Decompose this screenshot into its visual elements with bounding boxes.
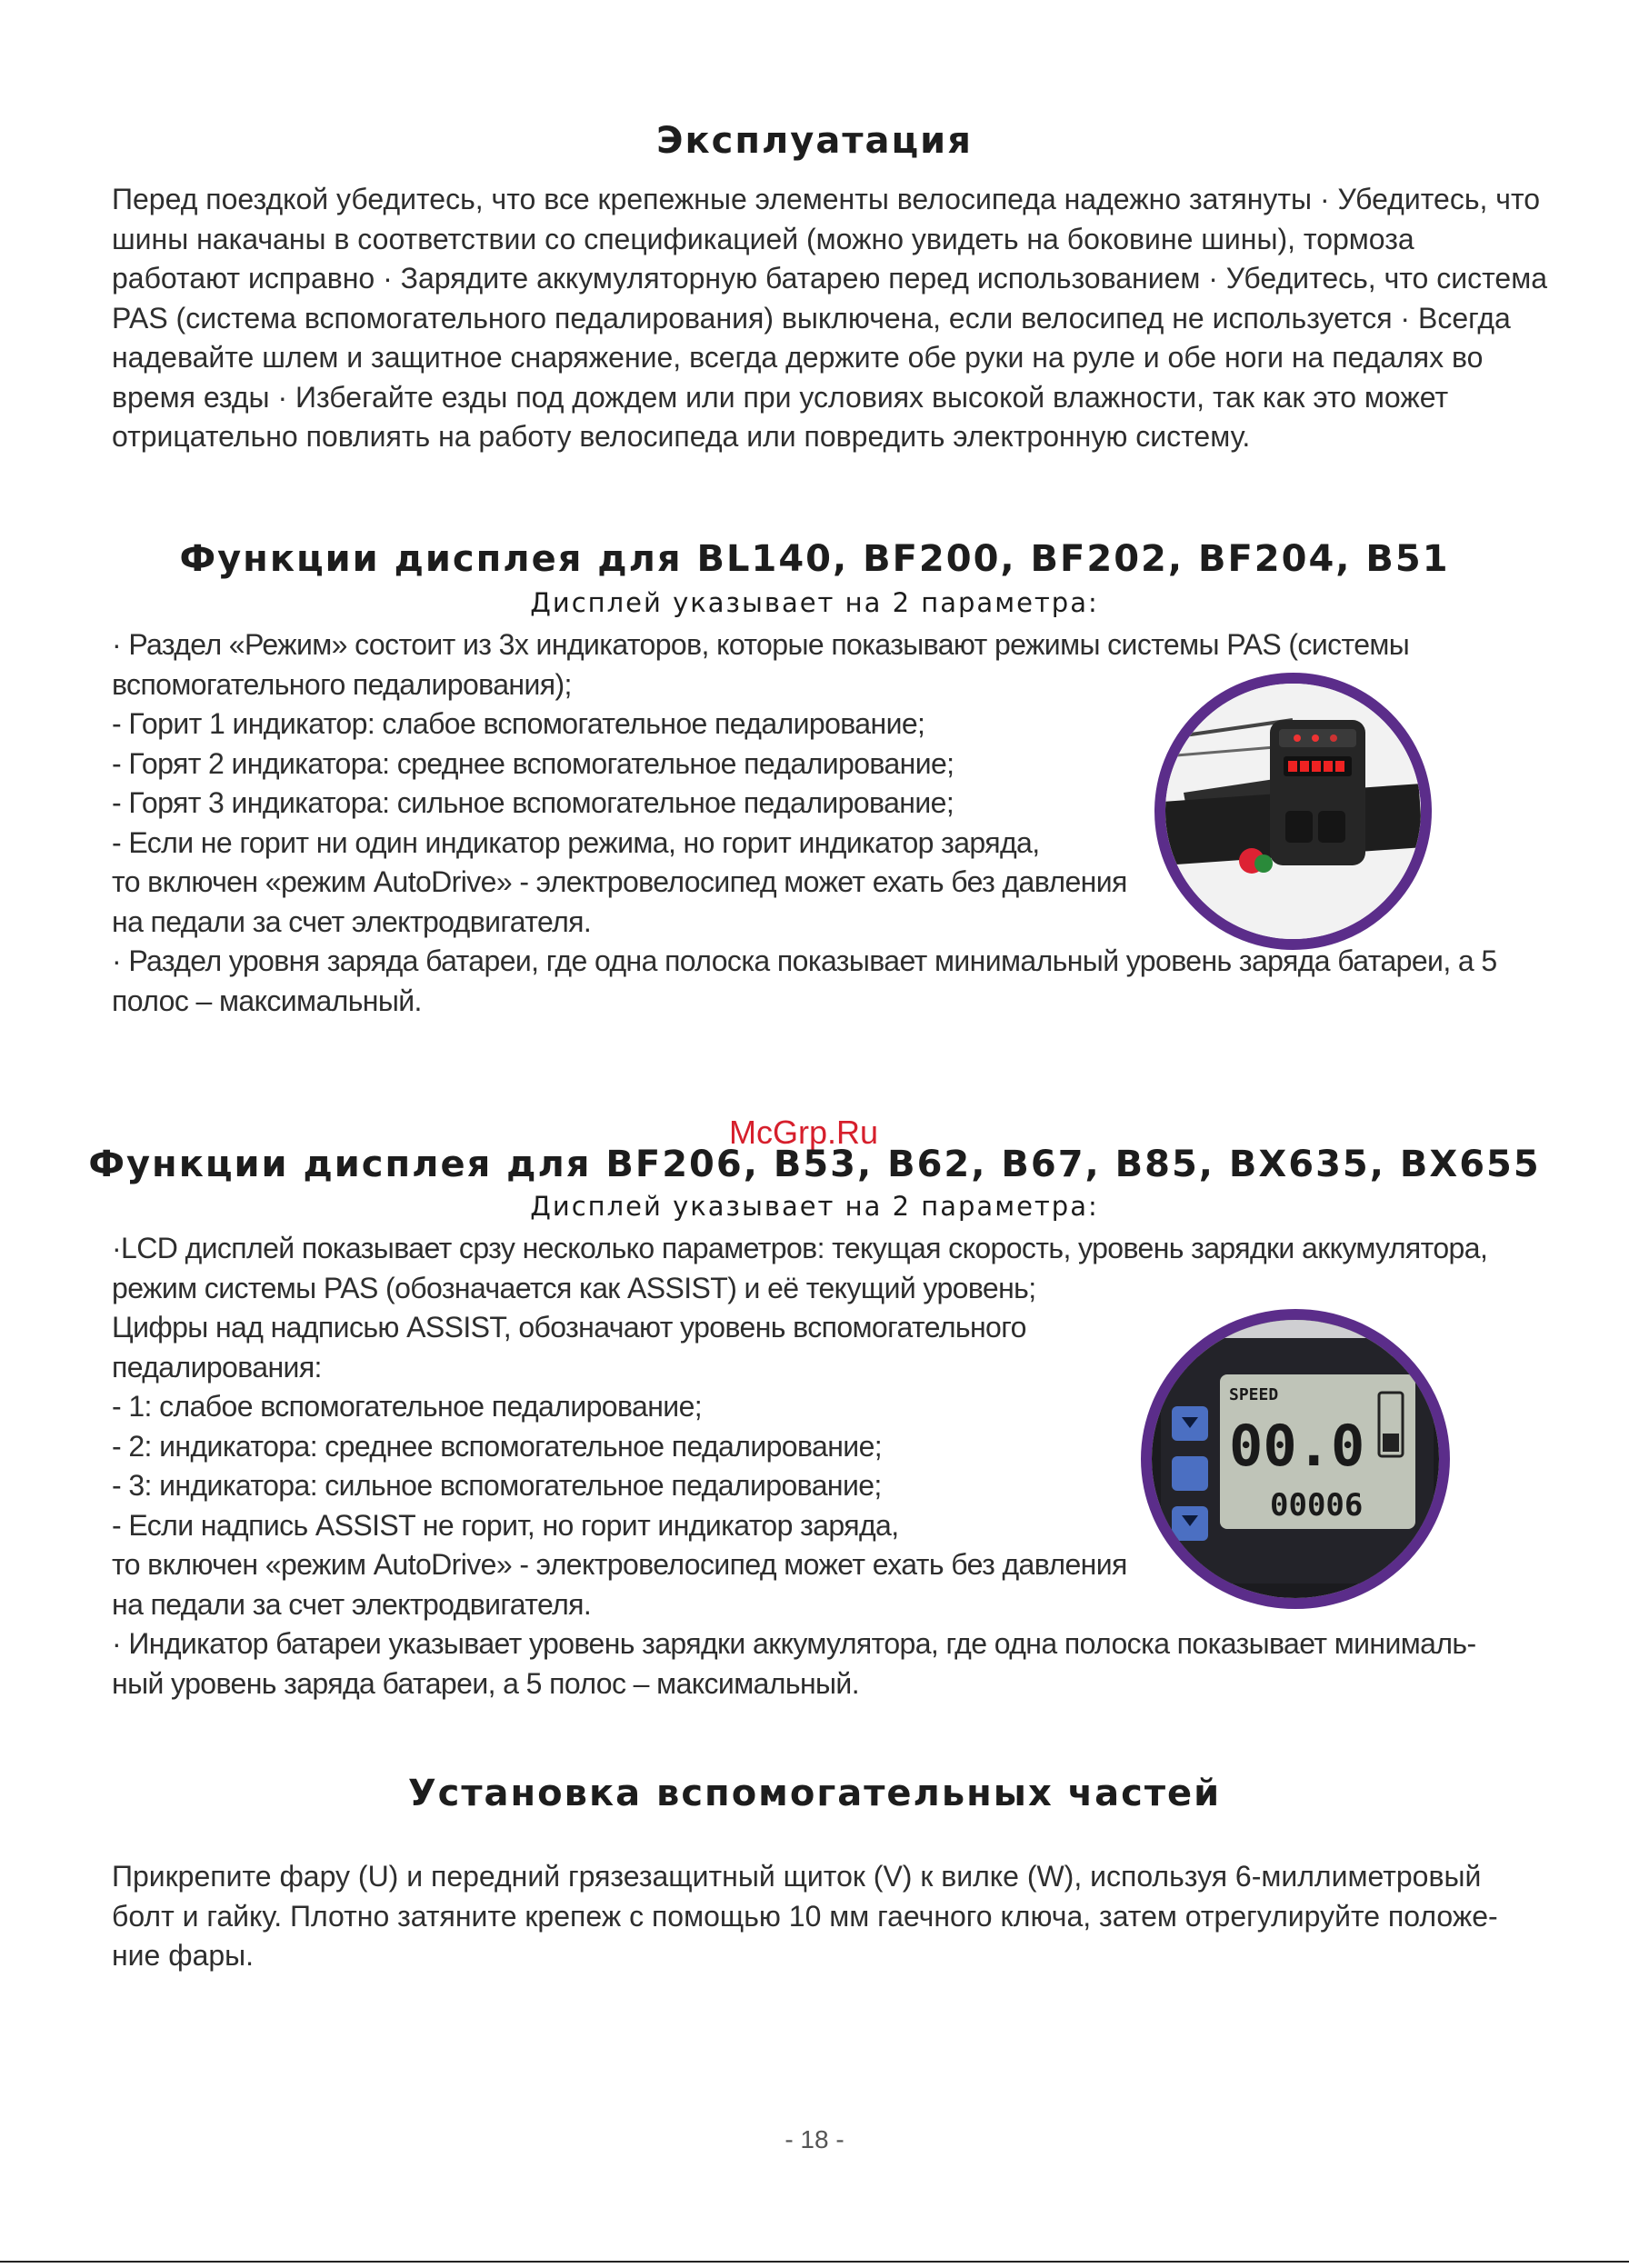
text-line: · Раздел уровня заряда батареи, где одна полоска показывает минимальный уровень заряда батареи, а 5: [112, 944, 1497, 977]
text-line: - 1: слабое вспомогательное педалирование;: [112, 1390, 703, 1423]
section-title-accessories: Установка вспомогательных частей: [407, 1773, 1222, 1814]
text-line: на педали за счет электродвигателя.: [112, 904, 592, 938]
text-line: Цифры над надписью ASSIST, обозначают уровень вспомогательного: [112, 1311, 1026, 1344]
section-subtitle: Дисплей указывает на 2 параметра:: [530, 1191, 1099, 1222]
text-line: - 2: индикатора: среднее вспомогательное педалирование;: [112, 1429, 883, 1463]
text-line: педалирования:: [112, 1350, 322, 1384]
text-line: ние фары.: [112, 1939, 255, 1972]
text-line: PAS (система вспомогательного педалирования) выключена, если велосипед не используется · Всегда: [112, 301, 1511, 335]
text-line: вспомогательного педалирования);: [112, 667, 572, 701]
section-title-operation: Эксплуатация: [656, 120, 973, 162]
watermark: McGrp.Ru: [729, 1114, 879, 1151]
bottom-rule: [0, 2261, 1629, 2263]
text-line: Прикрепите фару (U) и передний грязезащитный щиток (V) к вилке (W), используя 6-миллиметровый: [112, 1860, 1482, 1893]
lcd-display-photo: [1141, 1309, 1450, 1609]
section-subtitle: Дисплей указывает на 2 параметра:: [530, 587, 1099, 618]
text-line: полос – максимальный.: [112, 984, 422, 1017]
text-line: - 3: индикатора: сильное вспомогательное педалирование;: [112, 1469, 882, 1502]
lcd-speed-label: SPEED: [1229, 1385, 1279, 1404]
text-line: шины накачаны в соответствии со спецификацией (можно увидеть на боковине шины), тормоза: [112, 222, 1414, 255]
handlebar-control-photo: [1154, 673, 1432, 950]
text-line: - Если не горит ни один индикатор режима, но горит индикатор заряда,: [112, 825, 1040, 859]
text-line: то включен «режим AutoDrive» - электровелосипед может ехать без давления: [112, 1548, 1127, 1581]
text-line: Перед поездкой убедитесь, что все крепежные элементы велосипеда надежно затянуты · Убедитесь, что: [112, 183, 1541, 215]
text-line: - Горят 2 индикатора: среднее вспомогательное педалирование;: [112, 746, 954, 780]
operation-paragraph: [112, 180, 1547, 457]
text-line: время езды · Избегайте езды под дождем или при условиях высокой влажности, так как это может: [112, 380, 1449, 414]
text-line: работают исправно · Зарядите аккумуляторную батарею перед использованием · Убедитесь, что система: [112, 262, 1547, 295]
text-line: на педали за счет электродвигателя.: [112, 1587, 592, 1621]
lcd-odometer-value: 00006: [1270, 1487, 1364, 1524]
text-line: ный уровень заряда батареи, а 5 полос – максимальный.: [112, 1666, 859, 1700]
page-number: - 18 -: [785, 2125, 844, 2153]
handlebar-control-illustration: [1165, 684, 1421, 939]
text-line: · Индикатор батареи указывает уровень зарядки аккумулятора, где одна полоска показывает минималь-: [112, 1627, 1476, 1660]
text-line: болт и гайку. Плотно затяните крепеж с помощью 10 мм гаечного ключа, затем отрегулируйте положе-: [112, 1899, 1498, 1933]
text-line: отрицательно повлиять на работу велосипеда или повредить электронную систему.: [112, 420, 1251, 453]
section-title-display-bf206: Функции дисплея для BF206, B53, B62, B67, B85, BX635, BX655: [88, 1144, 1541, 1185]
accessories-paragraph: [112, 1857, 1530, 1976]
lcd-speed-value: 00.0: [1229, 1413, 1365, 1479]
text-line: надевайте шлем и защитное снаряжение, всегда держите обе руки на руле и обе ноги на педалях во: [112, 341, 1484, 374]
text-line: то включен «режим AutoDrive» - электровелосипед может ехать без давления: [112, 865, 1127, 898]
text-line: - Горят 3 индикатора: сильное вспомогательное педалирование;: [112, 786, 954, 819]
text-line: - Горит 1 индикатор: слабое вспомогательное педалирование;: [112, 707, 925, 740]
section-title-display-bl140: Функции дисплея для BL140, BF200, BF202, BF204, B51: [179, 538, 1450, 580]
text-line: · Раздел «Режим» состоит из 3х индикаторов, которые показывают режимы системы PAS (системы: [112, 628, 1410, 661]
text-line: ·LCD дисплей показывает срзу несколько параметров: текущая скорость, уровень зарядки аккумулятора,: [112, 1232, 1488, 1264]
text-line: режим системы PAS (обозначается как ASSIST) и её текущий уровень;: [112, 1271, 1036, 1304]
lcd-display-illustration: [1152, 1320, 1439, 1598]
text-line: - Если надпись ASSIST не горит, но горит индикатор заряда,: [112, 1508, 899, 1542]
